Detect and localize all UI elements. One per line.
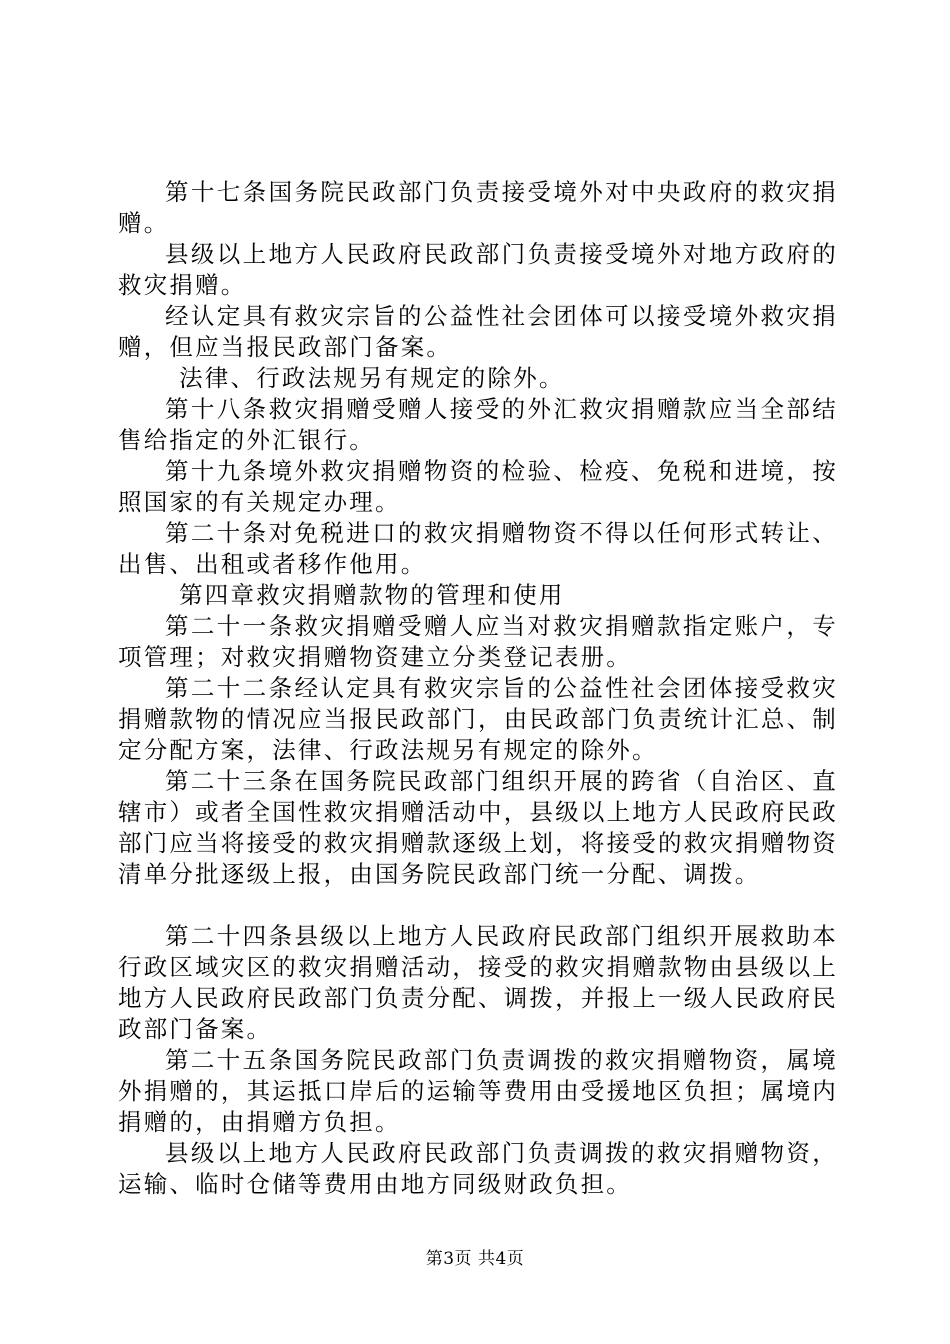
paragraph-article-17: 第十七条国务院民政部门负责接受境外对中央政府的救灾捐赠。 (118, 178, 838, 237)
paragraph-article-25-local: 县级以上地方人民政府民政部门负责调拨的救灾捐赠物资，运输、临时仓储等费用由地方同级财政负担。 (118, 1139, 838, 1198)
paragraph-article-20: 第二十条对免税进口的救灾捐赠物资不得以任何形式转让、出售、出租或者移作他用。 (118, 519, 838, 578)
page-number-footer: 第3页 共4页 (425, 1249, 525, 1269)
paragraph-article-17-exception: 法律、行政法规另有规定的除外。 (179, 364, 565, 392)
document-body (118, 177, 838, 1200)
paragraph-article-22: 第二十二条经认定具有救灾宗旨的公益性社会团体接受救灾捐赠款物的情况应当报民政部门，由民政部门负责统计汇总、制定分配方案，法律、行政法规另有规定的除外。 (118, 674, 838, 764)
paragraph-article-18: 第十八条救灾捐赠受赠人接受的外汇救灾捐赠款应当全部结售给指定的外汇银行。 (118, 395, 838, 454)
paragraph-article-25: 第二十五条国务院民政部门负责调拨的救灾捐赠物资，属境外捐赠的，其运抵口岸后的运输等费用由受援地区负担；属境内捐赠的，由捐赠方负担。 (118, 1046, 838, 1136)
paragraph-gap (118, 890, 838, 921)
paragraph-article-23: 第二十三条在国务院民政部门组织开展的跨省（自治区、直辖市）或者全国性救灾捐赠活动中，县级以上地方人民政府民政部门应当将接受的救灾捐赠款逐级上划，将接受的救灾捐赠物资清单分批逐级上报，由国务院民政部门统一分配、调拨。 (118, 767, 838, 888)
paragraph-article-17-social-groups: 经认定具有救灾宗旨的公益性社会团体可以接受境外救灾捐赠，但应当报民政部门备案。 (118, 302, 838, 361)
paragraph-article-24: 第二十四条县级以上地方人民政府民政部门组织开展救助本行政区域灾区的救灾捐赠活动，接受的救灾捐赠款物由县级以上地方人民政府民政部门负责分配、调拨，并报上一级人民政府民政部门备案。 (118, 922, 838, 1043)
paragraph-article-21: 第二十一条救灾捐赠受赠人应当对救灾捐赠款指定账户，专项管理；对救灾捐赠物资建立分类登记表册。 (118, 612, 838, 671)
paragraph-article-17-local: 县级以上地方人民政府民政部门负责接受境外对地方政府的救灾捐赠。 (118, 240, 838, 299)
chapter-4-heading: 第四章救灾捐赠款物的管理和使用 (179, 581, 565, 609)
paragraph-article-19: 第十九条境外救灾捐赠物资的检验、检疫、免税和进境，按照国家的有关规定办理。 (118, 457, 838, 516)
